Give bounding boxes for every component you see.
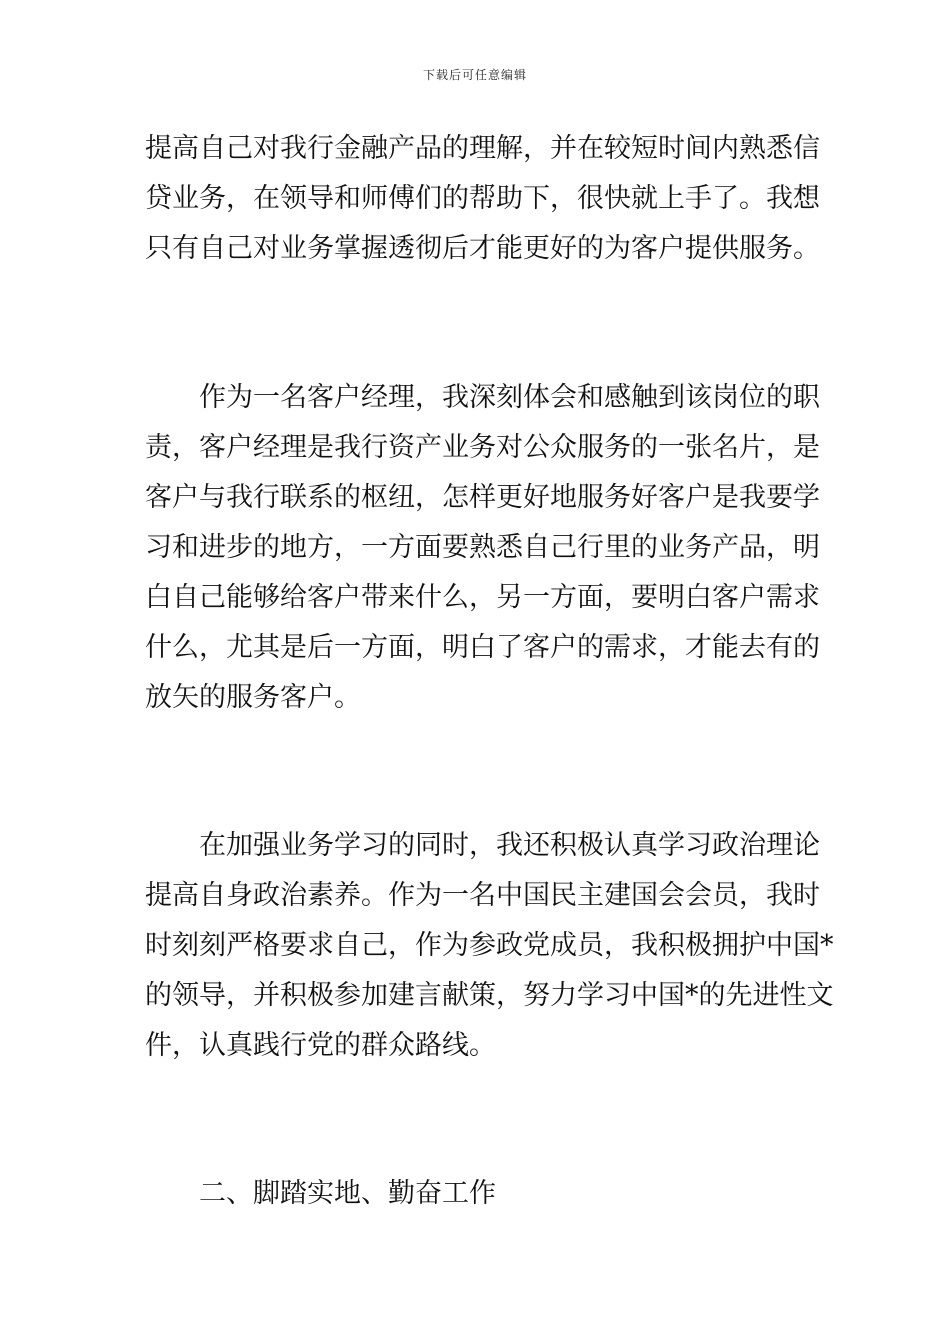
paragraph-1	[145, 124, 820, 274]
paragraph-line: 责，客户经理是我行资产业务对公众服务的一张名片，是	[145, 432, 820, 463]
section-heading	[145, 1169, 807, 1219]
paragraph-line: 在加强业务学习的同时，我还积极认真学习政治理论	[199, 830, 820, 861]
paragraph-line: 只有自己对业务掌握透彻后才能更好的为客户提供服务。	[145, 233, 820, 264]
paragraph-line: 放矢的服务客户。	[145, 682, 361, 713]
paragraph-line: 白自己能够给客户带来什么，另一方面，要明白客户需求	[145, 582, 820, 613]
paragraph-line: 提高自己对我行金融产品的理解，并在较短时间内熟悉信	[145, 133, 820, 164]
paragraph-line: 件，认真践行党的群众路线。	[145, 1030, 496, 1061]
paragraph-line: 作为一名客户经理，我深刻体会和感触到该岗位的职	[199, 382, 820, 413]
paragraph-3	[145, 821, 834, 1071]
paragraph-line: 习和进步的地方，一方面要熟悉自己行里的业务产品，明	[145, 532, 820, 563]
paragraph-2	[145, 373, 820, 723]
section-heading-text: 二、脚踏实地、勤奋工作	[199, 1178, 496, 1209]
page-header-note: 下载后可任意编辑	[422, 68, 527, 82]
paragraph-line: 贷业务，在领导和师傅们的帮助下，很快就上手了。我想	[145, 183, 820, 214]
paragraph-line: 的领导，并积极参加建言献策，努力学习中国*的先进性文	[145, 980, 834, 1011]
paragraph-line: 提高自身政治素养。作为一名中国民主建国会会员，我时	[145, 880, 820, 911]
paragraph-line: 时刻刻严格要求自己，作为参政党成员，我积极拥护中国*	[145, 930, 834, 961]
paragraph-line: 什么，尤其是后一方面，明白了客户的需求，才能去有的	[145, 632, 820, 663]
paragraph-line: 客户与我行联系的枢纽，怎样更好地服务好客户是我要学	[145, 482, 820, 513]
